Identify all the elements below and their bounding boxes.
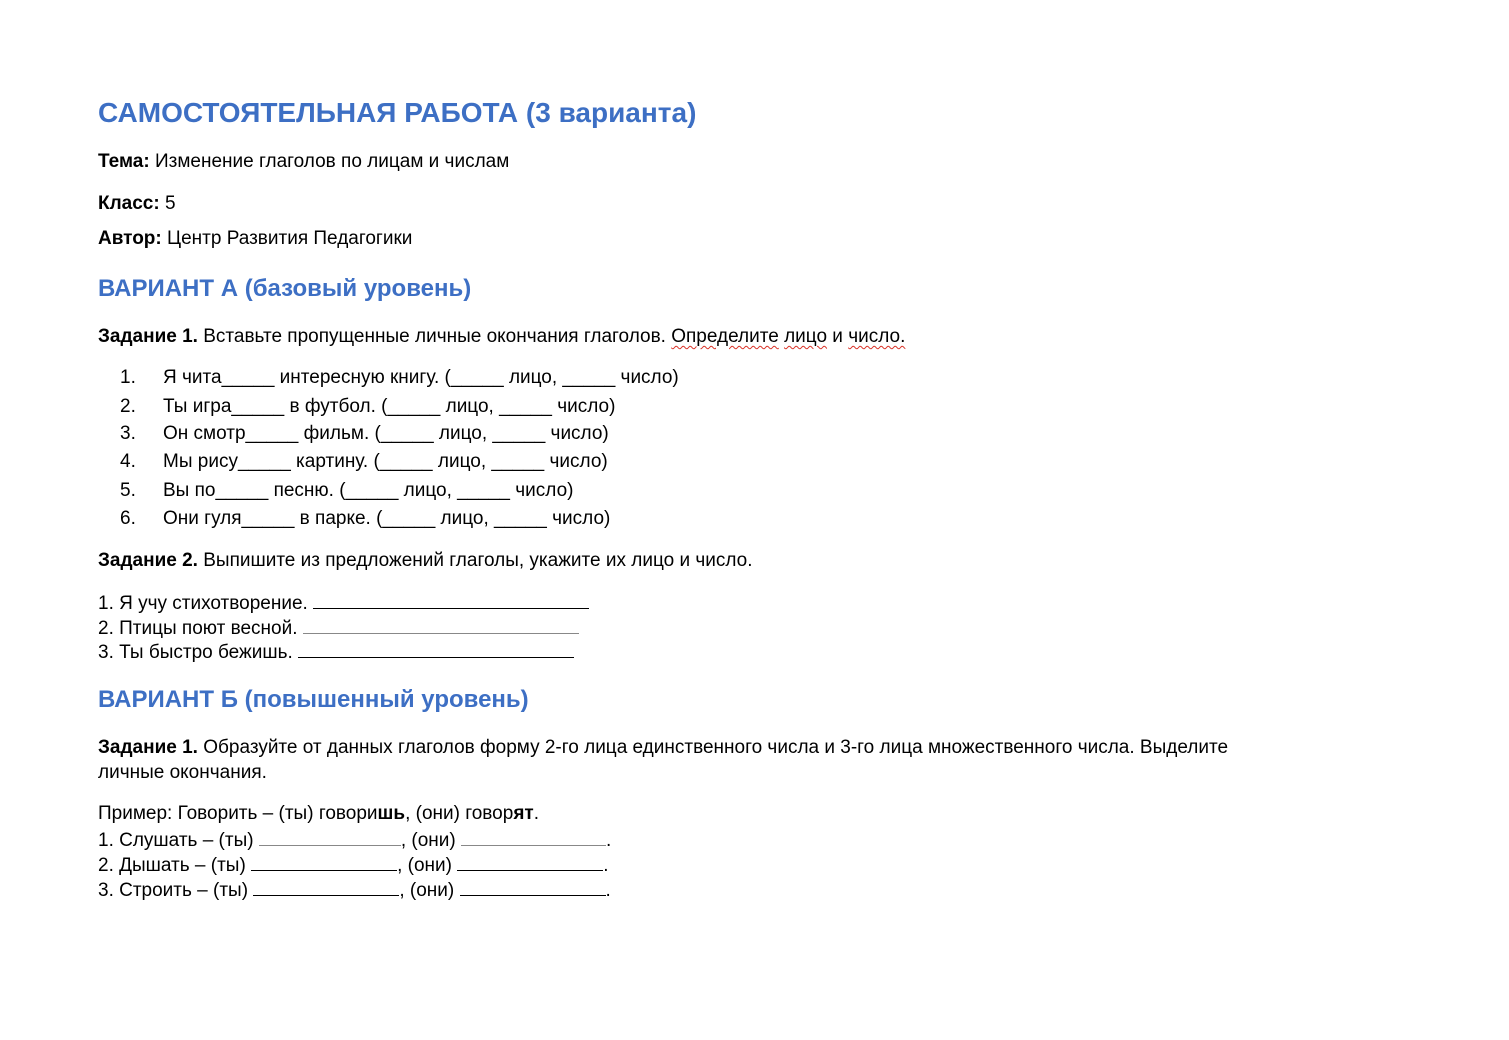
task-label: Задание 1. — [98, 326, 198, 347]
answer-blank — [461, 827, 606, 846]
list-item-number: 5. — [120, 480, 136, 501]
task-label: Задание 1. — [98, 737, 198, 758]
meta-class — [98, 192, 176, 216]
answer-blank — [253, 877, 399, 896]
variant-a-task2-instruction: Задание 2. Выпишите из предложений глаголы, укажите их лицо и число. — [98, 550, 753, 571]
answer-blank — [313, 590, 589, 609]
list-item-number: 3. — [120, 423, 136, 444]
answer-blank — [251, 852, 397, 871]
example-line: Пример: Говорить – (ты) говоришь, (они) говорят. — [98, 803, 540, 824]
list-item-number: 1. — [120, 367, 136, 388]
answer-blank — [457, 852, 603, 871]
list-item: 2. Дышать – (ты) , (они) . — [98, 852, 609, 878]
answer-blank — [298, 639, 574, 658]
list-item: Вы по_____ песню. (_____ лицо, _____ число) — [163, 480, 574, 501]
meta-author — [98, 227, 412, 251]
meta-topic — [98, 150, 509, 174]
list-item: 3. Строить – (ты) , (они) . — [98, 877, 611, 903]
topic-label: Тема: — [98, 151, 150, 172]
list-item-number: 4. — [120, 451, 136, 472]
variant-b-heading: ВАРИАНТ Б (повышенный уровень) — [98, 686, 529, 713]
list-item: Он смотр_____ фильм. (_____ лицо, _____ число) — [163, 423, 609, 444]
answer-blank — [303, 615, 579, 634]
list-item: 1. Я учу стихотворение. — [98, 590, 589, 616]
list-item-number: 2. — [120, 396, 136, 417]
list-item: 2. Птицы поют весной. — [98, 615, 579, 641]
answer-blank — [259, 827, 401, 846]
variant-b-task1-instruction-cont: личные окончания. — [98, 762, 267, 783]
topic-value: Изменение глаголов по лицам и числам — [154, 151, 510, 172]
class-label: Класс: — [98, 193, 160, 214]
document-title: САМОСТОЯТЕЛЬНАЯ РАБОТА (3 варианта) — [98, 97, 697, 128]
list-item: Я чита_____ интересную книгу. (_____ лицо, _____ число) — [163, 367, 679, 388]
list-item: 1. Слушать – (ты) , (они) . — [98, 827, 611, 853]
list-item-number: 6. — [120, 508, 136, 529]
list-item: 3. Ты быстро бежишь. — [98, 639, 574, 665]
variant-b-task1-instruction: Задание 1. Образуйте от данных глаголов форму 2-го лица единственного числа и 3-го лица множественного числа. Выделите — [98, 737, 1229, 758]
variant-a-heading: ВАРИАНТ А (базовый уровень) — [98, 275, 472, 302]
list-item: Мы рису_____ картину. (_____ лицо, _____ число) — [163, 451, 608, 472]
author-label: Автор: — [98, 228, 162, 249]
class-value: 5 — [164, 193, 176, 214]
task-label: Задание 2. — [98, 550, 198, 571]
list-item: Они гуля_____ в парке. (_____ лицо, _____ число) — [163, 508, 611, 529]
author-value: Центр Развития Педагогики — [167, 228, 413, 249]
variant-a-task1-instruction: Задание 1. Вставьте пропущенные личные окончания глаголов. Определите лицо и число. — [98, 326, 906, 347]
answer-blank — [460, 877, 606, 896]
list-item: Ты игра_____ в футбол. (_____ лицо, _____ число) — [163, 396, 616, 417]
